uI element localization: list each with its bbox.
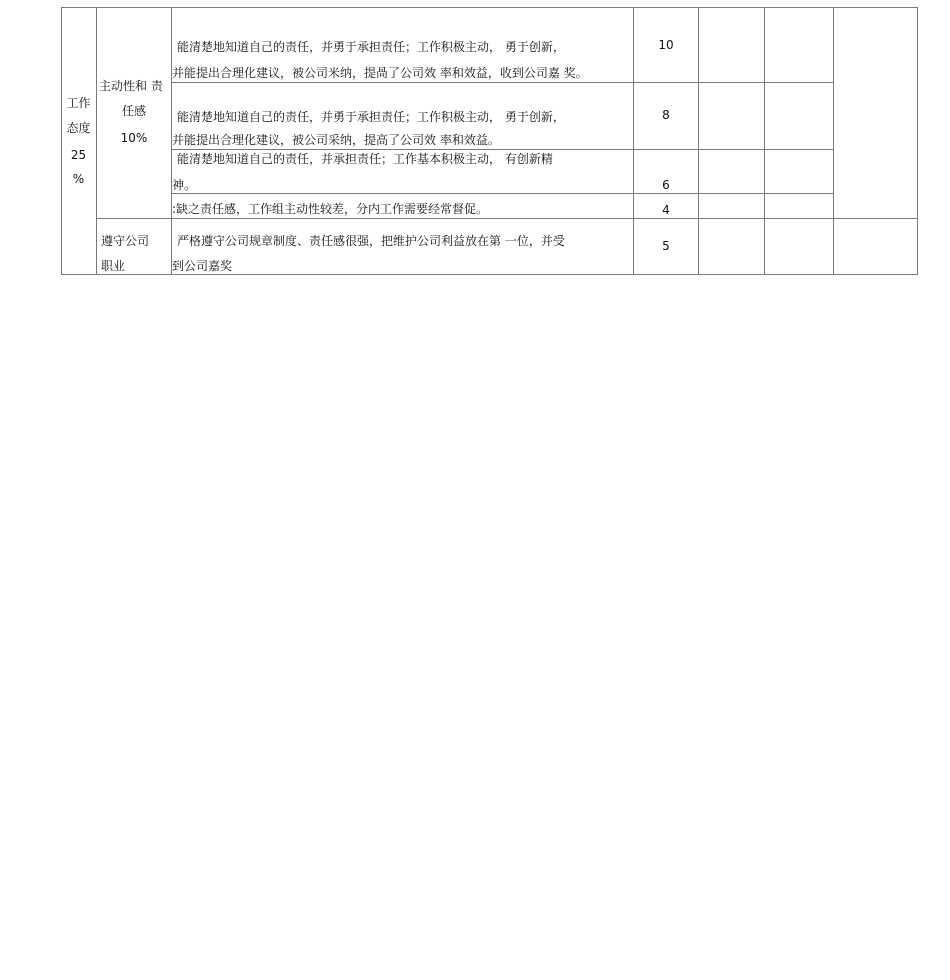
category-weight: 25 <box>70 148 87 162</box>
evaluation-table <box>61 7 918 275</box>
criterion-4-score: 4 <box>662 203 670 217</box>
column-divider <box>764 7 765 275</box>
criterion-3-text-line2: 神。 <box>172 178 197 192</box>
criterion-2-text-line1: 能清楚地知道自己的责任，并勇于承担责任；工作积极主动， 勇于创新， <box>177 110 565 124</box>
criterion-2-score: 8 <box>662 108 670 122</box>
criterion-3-text-line1: 能清楚地知道自己的责任，并承担责任；工作基本积极主动， 有创新精 <box>177 152 553 166</box>
row-divider <box>171 149 833 150</box>
criterion-5-score: 5 <box>662 239 670 253</box>
criterion-4-text-line1: :缺之责任感，工作组主动性较差，分内工作需要经常督促。 <box>172 202 489 216</box>
item-initiative-weight: 10% <box>120 131 148 145</box>
category-label-line1: 工作 <box>66 96 91 110</box>
row-divider <box>171 193 833 194</box>
column-divider <box>698 7 699 275</box>
category-weight-unit: % <box>72 172 85 186</box>
criterion-3-score: 6 <box>662 178 670 192</box>
table-top-border <box>61 7 918 8</box>
criterion-1-score: 10 <box>658 38 674 52</box>
table-left-border <box>61 7 62 275</box>
item-initiative-label-line1: 主动性和 责 <box>99 79 163 93</box>
row-divider <box>96 218 918 219</box>
criterion-2-text-line2: 并能提出合理化建议，被公司采纳，提高了公司效 率和效益。 <box>172 133 500 147</box>
column-divider <box>833 7 834 275</box>
table-bottom-border <box>61 274 918 275</box>
row-divider <box>171 82 833 83</box>
criterion-1-text-line2: 并能提出合理化建议，被公司米纳，提咼了公司效 率和效益，收到公司嘉 奖。 <box>172 66 588 80</box>
item-discipline-label-line1: 遵守公司 <box>101 234 150 248</box>
category-label-line2: 态度 <box>66 121 91 135</box>
item-discipline-label-line2: 职业 <box>101 259 126 273</box>
criterion-5-text-line1: 严格遵守公司规章制度、责任感很强，把维护公司利益放在第 一位，并受 <box>177 234 565 248</box>
criterion-1-text-line1: 能清楚地知道自己的责任，并勇于承担责任；工作积极主动， 勇于创新， <box>177 40 565 54</box>
item-initiative-label-line2: 任感 <box>121 104 146 118</box>
table-right-border <box>917 7 918 275</box>
criterion-5-text-line2: 到公司嘉奖 <box>172 259 233 273</box>
